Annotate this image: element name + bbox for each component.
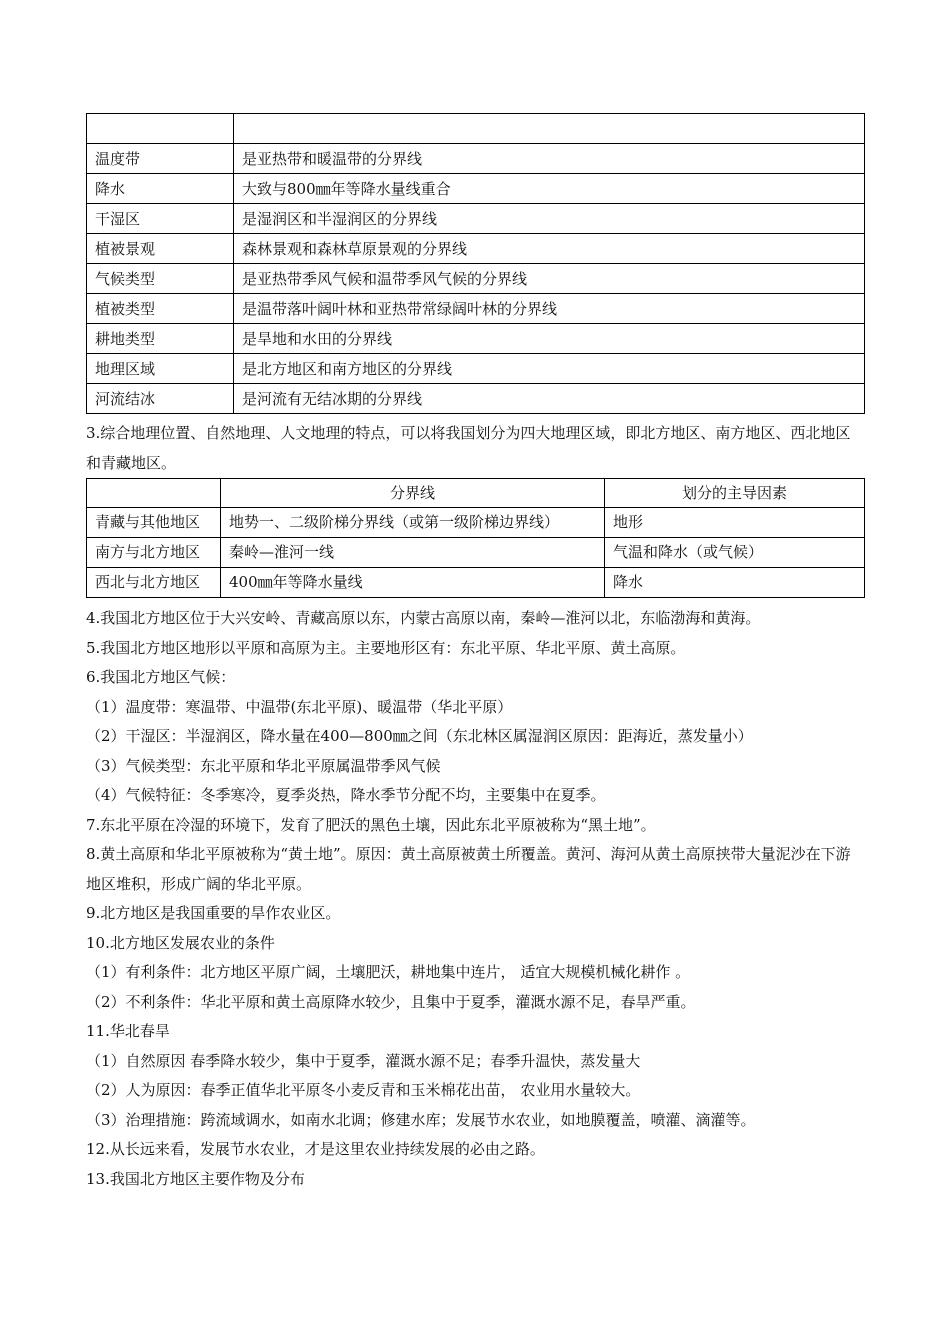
table-row bbox=[87, 144, 865, 174]
table-cell: 干湿区 bbox=[87, 204, 234, 234]
table-header-cell bbox=[87, 114, 234, 144]
table-cell: 地形 bbox=[605, 508, 865, 538]
table-header-cell: 分界线 bbox=[221, 479, 605, 508]
document-page bbox=[86, 113, 864, 1194]
table-row bbox=[87, 204, 865, 234]
table-cell: 植被类型 bbox=[87, 294, 234, 324]
table-cell: 是旱地和水田的分界线 bbox=[234, 324, 865, 354]
paragraph: 4.我国北方地区位于大兴安岭、青藏高原以东，内蒙古高原以南，秦岭—淮河以北，东临渤海和黄海。 bbox=[86, 609, 761, 627]
table-cell: 是湿润区和半湿润区的分界线 bbox=[234, 204, 865, 234]
table-row bbox=[87, 294, 865, 324]
table-row bbox=[87, 234, 865, 264]
table-row bbox=[87, 538, 865, 568]
paragraph: （2）干湿区：半湿润区，降水量在400—800㎜之间（东北林区属湿润区原因：距海近，蒸发量小） bbox=[86, 727, 753, 745]
paragraph: 8.黄土高原和华北平原被称为“黄土地”。原因：黄土高原被黄土所覆盖。黄河、海河从黄土高原挟带大量泥沙在下游地区堆积，形成广阔的华北平原。 bbox=[86, 845, 851, 893]
table-cell: 是亚热带和暖温带的分界线 bbox=[234, 144, 865, 174]
paragraph: 7.东北平原在冷湿的环境下，发育了肥沃的黑色土壤，因此东北平原被称为“黑土地”。 bbox=[86, 815, 656, 834]
table-row bbox=[87, 568, 865, 598]
table-cell: 是亚热带季风气候和温带季风气候的分界线 bbox=[234, 264, 865, 294]
table-cell: 南方与北方地区 bbox=[87, 538, 221, 568]
table-cell: 降水 bbox=[605, 568, 865, 598]
table-header-cell bbox=[87, 479, 221, 508]
table-row bbox=[87, 324, 865, 354]
table-cell: 耕地类型 bbox=[87, 324, 234, 354]
table-cell: 森林景观和森林草原景观的分界线 bbox=[234, 234, 865, 264]
region-division-table bbox=[86, 478, 865, 598]
paragraph-3: 3.综合地理位置、自然地理、人文地理的特点，可以将我国划分为四大地理区域，即北方地区、南方地区、西北地区和青藏地区。 bbox=[86, 424, 851, 472]
table-cell: 地势一、二级阶梯分界线（或第一级阶梯边界线） bbox=[221, 508, 605, 538]
table-cell: 是北方地区和南方地区的分界线 bbox=[234, 354, 865, 384]
paragraph: 10.北方地区发展农业的条件 bbox=[86, 933, 275, 952]
table-header-row bbox=[87, 114, 865, 144]
paragraph: 9.北方地区是我国重要的旱作农业区。 bbox=[86, 904, 341, 922]
paragraph: 12.从长远来看，发展节水农业，才是这里农业持续发展的必由之路。 bbox=[86, 1140, 545, 1158]
table-cell: 气温和降水（或气候） bbox=[605, 538, 865, 568]
paragraph: （3）气候类型：东北平原和华北平原属温带季风气候 bbox=[86, 756, 441, 775]
table-cell: 是河流有无结冰期的分界线 bbox=[234, 384, 865, 414]
paragraph: （2）人为原因：春季正值华北平原冬小麦反青和玉米棉花出苗， 农业用水量较大。 bbox=[86, 1081, 641, 1099]
paragraph: （3）治理措施：跨流域调水，如南水北调；修建水库；发展节水农业，如地膜覆盖，喷灌、滴灌等。 bbox=[86, 1110, 756, 1129]
notes-list bbox=[86, 604, 864, 1194]
table-header-cell bbox=[234, 114, 865, 144]
table-header-cell: 划分的主导因素 bbox=[605, 479, 865, 508]
table-cell: 地理区域 bbox=[87, 354, 234, 384]
table-cell: 大致与800㎜年等降水量线重合 bbox=[234, 174, 865, 204]
table-cell: 温度带 bbox=[87, 144, 234, 174]
paragraph: 11.华北春旱 bbox=[86, 1022, 170, 1040]
paragraph: （1）自然原因 春季降水较少，集中于夏季，灌溉水源不足；春季升温快，蒸发量大 bbox=[86, 1051, 641, 1070]
paragraph: （1）温度带：寒温带、中温带(东北平原)、暖温带（华北平原） bbox=[86, 697, 513, 716]
table-row bbox=[87, 174, 865, 204]
paragraph: 6.我国北方地区气候： bbox=[86, 668, 236, 686]
table-cell: 植被景观 bbox=[87, 234, 234, 264]
table-cell: 降水 bbox=[87, 174, 234, 204]
paragraph: 13.我国北方地区主要作物及分布 bbox=[86, 1169, 305, 1188]
table-row bbox=[87, 354, 865, 384]
table-row bbox=[87, 384, 865, 414]
paragraph: （1）有利条件：北方地区平原广阔，土壤肥沃，耕地集中连片， 适宜大规模机械化耕作 。 bbox=[86, 963, 691, 981]
table-cell: 河流结冰 bbox=[87, 384, 234, 414]
table-cell: 青藏与其他地区 bbox=[87, 508, 221, 538]
paragraph: 5.我国北方地区地形以平原和高原为主。主要地形区有：东北平原、华北平原、黄土高原。 bbox=[86, 638, 686, 657]
table-header-row bbox=[87, 479, 865, 508]
table-cell: 秦岭—淮河一线 bbox=[221, 538, 605, 568]
table-cell: 西北与北方地区 bbox=[87, 568, 221, 598]
boundary-line-table bbox=[86, 113, 865, 414]
table-cell: 气候类型 bbox=[87, 264, 234, 294]
paragraph: （4）气候特征：冬季寒冷，夏季炎热，降水季节分配不均，主要集中在夏季。 bbox=[86, 786, 606, 804]
table-cell: 400㎜年等降水量线 bbox=[221, 568, 605, 598]
table-row bbox=[87, 264, 865, 294]
table-row bbox=[87, 508, 865, 538]
table-cell: 是温带落叶阔叶林和亚热带常绿阔叶林的分界线 bbox=[234, 294, 865, 324]
paragraph: （2）不利条件：华北平原和黄土高原降水较少，且集中于夏季，灌溉水源不足，春旱严重。 bbox=[86, 992, 696, 1011]
